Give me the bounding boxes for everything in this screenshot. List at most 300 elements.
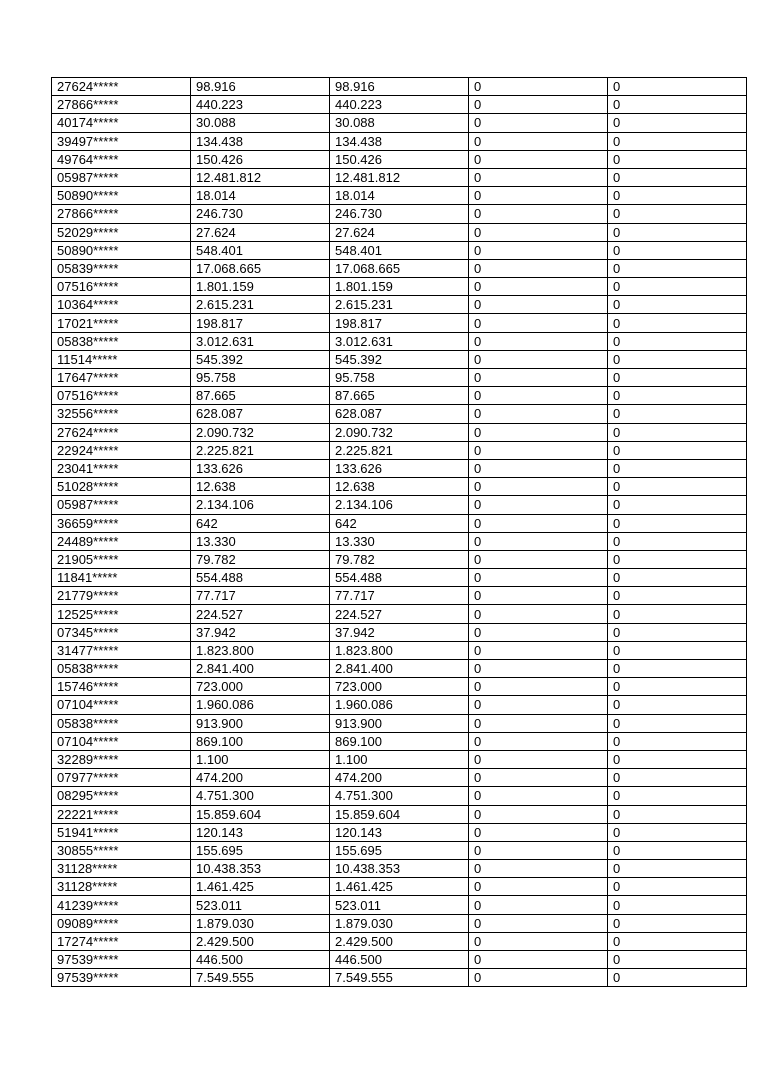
zero-cell-a: 0 — [469, 787, 608, 805]
id-cell: 22924***** — [52, 441, 191, 459]
zero-cell-a: 0 — [469, 532, 608, 550]
table-row — [52, 423, 747, 441]
id-cell: 09089***** — [52, 914, 191, 932]
zero-cell-a: 0 — [469, 259, 608, 277]
table-row — [52, 459, 747, 477]
table-row — [52, 150, 747, 168]
amount-cell: 12.481.812 — [191, 168, 330, 186]
zero-cell-a: 0 — [469, 569, 608, 587]
amount-cell: 1.801.159 — [191, 278, 330, 296]
amount-repeat-cell: 2.134.106 — [330, 496, 469, 514]
id-cell: 97539***** — [52, 951, 191, 969]
zero-cell-a: 0 — [469, 205, 608, 223]
amount-repeat-cell: 1.879.030 — [330, 914, 469, 932]
zero-cell-b: 0 — [608, 660, 747, 678]
amount-repeat-cell: 1.801.159 — [330, 278, 469, 296]
table-row — [52, 114, 747, 132]
amount-cell: 869.100 — [191, 732, 330, 750]
amount-cell: 134.438 — [191, 132, 330, 150]
zero-cell-b: 0 — [608, 478, 747, 496]
id-cell: 05839***** — [52, 259, 191, 277]
table-row — [52, 605, 747, 623]
zero-cell-a: 0 — [469, 78, 608, 96]
amount-repeat-cell: 628.087 — [330, 405, 469, 423]
zero-cell-b: 0 — [608, 187, 747, 205]
id-cell: 05838***** — [52, 660, 191, 678]
amount-repeat-cell: 1.461.425 — [330, 878, 469, 896]
zero-cell-a: 0 — [469, 823, 608, 841]
table-row — [52, 223, 747, 241]
amount-cell: 87.665 — [191, 387, 330, 405]
table-row — [52, 587, 747, 605]
zero-cell-a: 0 — [469, 405, 608, 423]
amount-repeat-cell: 120.143 — [330, 823, 469, 841]
amount-repeat-cell: 474.200 — [330, 769, 469, 787]
amount-cell: 18.014 — [191, 187, 330, 205]
zero-cell-a: 0 — [469, 678, 608, 696]
id-cell: 39497***** — [52, 132, 191, 150]
table-row — [52, 823, 747, 841]
id-cell: 40174***** — [52, 114, 191, 132]
zero-cell-a: 0 — [469, 660, 608, 678]
id-cell: 51028***** — [52, 478, 191, 496]
zero-cell-a: 0 — [469, 769, 608, 787]
table-row — [52, 787, 747, 805]
amount-cell: 246.730 — [191, 205, 330, 223]
zero-cell-b: 0 — [608, 623, 747, 641]
zero-cell-a: 0 — [469, 860, 608, 878]
amount-cell: 95.758 — [191, 369, 330, 387]
zero-cell-a: 0 — [469, 369, 608, 387]
zero-cell-b: 0 — [608, 314, 747, 332]
id-cell: 10364***** — [52, 296, 191, 314]
amount-repeat-cell: 246.730 — [330, 205, 469, 223]
id-cell: 23041***** — [52, 459, 191, 477]
amount-repeat-cell: 17.068.665 — [330, 259, 469, 277]
zero-cell-a: 0 — [469, 587, 608, 605]
amount-repeat-cell: 7.549.555 — [330, 969, 469, 987]
amount-repeat-cell: 548.401 — [330, 241, 469, 259]
amount-cell: 79.782 — [191, 550, 330, 568]
zero-cell-a: 0 — [469, 241, 608, 259]
zero-cell-b: 0 — [608, 841, 747, 859]
id-cell: 07104***** — [52, 732, 191, 750]
table-row — [52, 514, 747, 532]
zero-cell-a: 0 — [469, 187, 608, 205]
id-cell: 21905***** — [52, 550, 191, 568]
zero-cell-a: 0 — [469, 441, 608, 459]
amount-repeat-cell: 13.330 — [330, 532, 469, 550]
amount-cell: 150.426 — [191, 150, 330, 168]
table-row — [52, 641, 747, 659]
amount-repeat-cell: 18.014 — [330, 187, 469, 205]
id-cell: 17274***** — [52, 932, 191, 950]
zero-cell-a: 0 — [469, 932, 608, 950]
zero-cell-b: 0 — [608, 678, 747, 696]
zero-cell-a: 0 — [469, 732, 608, 750]
table-row — [52, 878, 747, 896]
table-row — [52, 860, 747, 878]
zero-cell-a: 0 — [469, 132, 608, 150]
zero-cell-b: 0 — [608, 114, 747, 132]
amount-cell: 1.960.086 — [191, 696, 330, 714]
zero-cell-b: 0 — [608, 714, 747, 732]
amount-cell: 1.100 — [191, 750, 330, 768]
zero-cell-a: 0 — [469, 878, 608, 896]
zero-cell-b: 0 — [608, 423, 747, 441]
zero-cell-a: 0 — [469, 805, 608, 823]
id-cell: 49764***** — [52, 150, 191, 168]
amount-repeat-cell: 723.000 — [330, 678, 469, 696]
amount-cell: 13.330 — [191, 532, 330, 550]
table-row — [52, 441, 747, 459]
amount-cell: 642 — [191, 514, 330, 532]
zero-cell-a: 0 — [469, 896, 608, 914]
zero-cell-b: 0 — [608, 860, 747, 878]
id-cell: 05838***** — [52, 714, 191, 732]
amount-repeat-cell: 2.090.732 — [330, 423, 469, 441]
table-row — [52, 714, 747, 732]
table-row — [52, 369, 747, 387]
amount-repeat-cell: 2.225.821 — [330, 441, 469, 459]
id-cell: 22221***** — [52, 805, 191, 823]
zero-cell-b: 0 — [608, 951, 747, 969]
zero-cell-b: 0 — [608, 405, 747, 423]
amount-cell: 27.624 — [191, 223, 330, 241]
table-row — [52, 951, 747, 969]
table-row — [52, 241, 747, 259]
amount-cell: 155.695 — [191, 841, 330, 859]
id-cell: 27624***** — [52, 78, 191, 96]
table-row — [52, 332, 747, 350]
zero-cell-a: 0 — [469, 641, 608, 659]
table-row — [52, 96, 747, 114]
zero-cell-a: 0 — [469, 696, 608, 714]
amount-cell: 133.626 — [191, 459, 330, 477]
zero-cell-a: 0 — [469, 96, 608, 114]
amount-repeat-cell: 27.624 — [330, 223, 469, 241]
zero-cell-b: 0 — [608, 350, 747, 368]
zero-cell-a: 0 — [469, 223, 608, 241]
table-row — [52, 532, 747, 550]
table-row — [52, 187, 747, 205]
data-table — [51, 77, 747, 987]
id-cell: 27866***** — [52, 205, 191, 223]
amount-cell: 98.916 — [191, 78, 330, 96]
amount-repeat-cell: 4.751.300 — [330, 787, 469, 805]
table-row — [52, 78, 747, 96]
amount-cell: 628.087 — [191, 405, 330, 423]
amount-cell: 12.638 — [191, 478, 330, 496]
table-row — [52, 405, 747, 423]
amount-cell: 15.859.604 — [191, 805, 330, 823]
amount-cell: 723.000 — [191, 678, 330, 696]
zero-cell-a: 0 — [469, 478, 608, 496]
table-row — [52, 623, 747, 641]
amount-cell: 474.200 — [191, 769, 330, 787]
zero-cell-b: 0 — [608, 532, 747, 550]
zero-cell-b: 0 — [608, 496, 747, 514]
zero-cell-b: 0 — [608, 587, 747, 605]
id-cell: 11841***** — [52, 569, 191, 587]
amount-cell: 554.488 — [191, 569, 330, 587]
id-cell: 17647***** — [52, 369, 191, 387]
zero-cell-b: 0 — [608, 569, 747, 587]
amount-cell: 77.717 — [191, 587, 330, 605]
amount-repeat-cell: 642 — [330, 514, 469, 532]
amount-repeat-cell: 77.717 — [330, 587, 469, 605]
amount-cell: 2.225.821 — [191, 441, 330, 459]
amount-repeat-cell: 30.088 — [330, 114, 469, 132]
amount-repeat-cell: 10.438.353 — [330, 860, 469, 878]
id-cell: 24489***** — [52, 532, 191, 550]
id-cell: 11514***** — [52, 350, 191, 368]
zero-cell-a: 0 — [469, 423, 608, 441]
table-row — [52, 914, 747, 932]
zero-cell-b: 0 — [608, 387, 747, 405]
amount-cell: 3.012.631 — [191, 332, 330, 350]
amount-repeat-cell: 37.942 — [330, 623, 469, 641]
zero-cell-b: 0 — [608, 605, 747, 623]
amount-cell: 1.461.425 — [191, 878, 330, 896]
amount-cell: 446.500 — [191, 951, 330, 969]
zero-cell-a: 0 — [469, 714, 608, 732]
table-row — [52, 569, 747, 587]
amount-repeat-cell: 446.500 — [330, 951, 469, 969]
zero-cell-b: 0 — [608, 78, 747, 96]
table-row — [52, 496, 747, 514]
zero-cell-b: 0 — [608, 878, 747, 896]
table-row — [52, 969, 747, 987]
table-row — [52, 314, 747, 332]
amount-repeat-cell: 869.100 — [330, 732, 469, 750]
id-cell: 51941***** — [52, 823, 191, 841]
amount-repeat-cell: 150.426 — [330, 150, 469, 168]
zero-cell-a: 0 — [469, 150, 608, 168]
zero-cell-b: 0 — [608, 696, 747, 714]
id-cell: 07104***** — [52, 696, 191, 714]
amount-repeat-cell: 554.488 — [330, 569, 469, 587]
amount-cell: 523.011 — [191, 896, 330, 914]
table-row — [52, 769, 747, 787]
id-cell: 08295***** — [52, 787, 191, 805]
id-cell: 17021***** — [52, 314, 191, 332]
amount-cell: 2.134.106 — [191, 496, 330, 514]
table-row — [52, 550, 747, 568]
amount-repeat-cell: 3.012.631 — [330, 332, 469, 350]
id-cell: 27866***** — [52, 96, 191, 114]
table-row — [52, 168, 747, 186]
id-cell: 31128***** — [52, 860, 191, 878]
amount-cell: 198.817 — [191, 314, 330, 332]
id-cell: 31477***** — [52, 641, 191, 659]
zero-cell-b: 0 — [608, 259, 747, 277]
amount-repeat-cell: 523.011 — [330, 896, 469, 914]
table-row — [52, 932, 747, 950]
amount-repeat-cell: 98.916 — [330, 78, 469, 96]
table-row — [52, 205, 747, 223]
id-cell: 41239***** — [52, 896, 191, 914]
zero-cell-b: 0 — [608, 459, 747, 477]
table-row — [52, 478, 747, 496]
zero-cell-b: 0 — [608, 223, 747, 241]
amount-cell: 545.392 — [191, 350, 330, 368]
zero-cell-b: 0 — [608, 205, 747, 223]
table-row — [52, 350, 747, 368]
zero-cell-a: 0 — [469, 168, 608, 186]
table-row — [52, 387, 747, 405]
amount-cell: 37.942 — [191, 623, 330, 641]
amount-repeat-cell: 913.900 — [330, 714, 469, 732]
zero-cell-a: 0 — [469, 496, 608, 514]
amount-repeat-cell: 12.481.812 — [330, 168, 469, 186]
amount-repeat-cell: 2.841.400 — [330, 660, 469, 678]
zero-cell-b: 0 — [608, 278, 747, 296]
zero-cell-b: 0 — [608, 969, 747, 987]
table-row — [52, 678, 747, 696]
id-cell: 21779***** — [52, 587, 191, 605]
zero-cell-a: 0 — [469, 114, 608, 132]
zero-cell-a: 0 — [469, 387, 608, 405]
table-row — [52, 696, 747, 714]
table-row — [52, 750, 747, 768]
zero-cell-b: 0 — [608, 441, 747, 459]
amount-cell: 17.068.665 — [191, 259, 330, 277]
zero-cell-b: 0 — [608, 769, 747, 787]
amount-cell: 548.401 — [191, 241, 330, 259]
zero-cell-b: 0 — [608, 296, 747, 314]
amount-cell: 913.900 — [191, 714, 330, 732]
amount-repeat-cell: 133.626 — [330, 459, 469, 477]
zero-cell-a: 0 — [469, 278, 608, 296]
zero-cell-b: 0 — [608, 168, 747, 186]
zero-cell-b: 0 — [608, 241, 747, 259]
zero-cell-b: 0 — [608, 932, 747, 950]
id-cell: 32289***** — [52, 750, 191, 768]
amount-repeat-cell: 545.392 — [330, 350, 469, 368]
table-body — [52, 78, 747, 987]
zero-cell-b: 0 — [608, 787, 747, 805]
id-cell: 07516***** — [52, 387, 191, 405]
amount-repeat-cell: 1.960.086 — [330, 696, 469, 714]
zero-cell-a: 0 — [469, 514, 608, 532]
amount-cell: 2.841.400 — [191, 660, 330, 678]
zero-cell-a: 0 — [469, 914, 608, 932]
zero-cell-b: 0 — [608, 750, 747, 768]
id-cell: 07345***** — [52, 623, 191, 641]
amount-cell: 30.088 — [191, 114, 330, 132]
amount-repeat-cell: 95.758 — [330, 369, 469, 387]
zero-cell-b: 0 — [608, 514, 747, 532]
zero-cell-b: 0 — [608, 332, 747, 350]
amount-repeat-cell: 134.438 — [330, 132, 469, 150]
zero-cell-b: 0 — [608, 369, 747, 387]
zero-cell-b: 0 — [608, 96, 747, 114]
zero-cell-a: 0 — [469, 969, 608, 987]
amount-cell: 440.223 — [191, 96, 330, 114]
amount-repeat-cell: 2.615.231 — [330, 296, 469, 314]
amount-repeat-cell: 15.859.604 — [330, 805, 469, 823]
amount-cell: 224.527 — [191, 605, 330, 623]
zero-cell-b: 0 — [608, 896, 747, 914]
id-cell: 50890***** — [52, 187, 191, 205]
id-cell: 12525***** — [52, 605, 191, 623]
id-cell: 07516***** — [52, 278, 191, 296]
zero-cell-b: 0 — [608, 150, 747, 168]
amount-repeat-cell: 155.695 — [330, 841, 469, 859]
zero-cell-b: 0 — [608, 641, 747, 659]
amount-repeat-cell: 224.527 — [330, 605, 469, 623]
id-cell: 05838***** — [52, 332, 191, 350]
zero-cell-b: 0 — [608, 132, 747, 150]
zero-cell-a: 0 — [469, 332, 608, 350]
amount-cell: 1.823.800 — [191, 641, 330, 659]
zero-cell-b: 0 — [608, 914, 747, 932]
amount-repeat-cell: 2.429.500 — [330, 932, 469, 950]
table-row — [52, 732, 747, 750]
table-row — [52, 841, 747, 859]
zero-cell-a: 0 — [469, 951, 608, 969]
amount-cell: 10.438.353 — [191, 860, 330, 878]
id-cell: 30855***** — [52, 841, 191, 859]
amount-repeat-cell: 440.223 — [330, 96, 469, 114]
id-cell: 52029***** — [52, 223, 191, 241]
amount-cell: 2.090.732 — [191, 423, 330, 441]
id-cell: 15746***** — [52, 678, 191, 696]
zero-cell-a: 0 — [469, 296, 608, 314]
amount-cell: 2.615.231 — [191, 296, 330, 314]
amount-cell: 2.429.500 — [191, 932, 330, 950]
table-row — [52, 259, 747, 277]
table-row — [52, 805, 747, 823]
id-cell: 50890***** — [52, 241, 191, 259]
id-cell: 32556***** — [52, 405, 191, 423]
zero-cell-a: 0 — [469, 750, 608, 768]
table-row — [52, 132, 747, 150]
zero-cell-a: 0 — [469, 314, 608, 332]
id-cell: 36659***** — [52, 514, 191, 532]
zero-cell-a: 0 — [469, 550, 608, 568]
id-cell: 07977***** — [52, 769, 191, 787]
amount-repeat-cell: 1.100 — [330, 750, 469, 768]
zero-cell-b: 0 — [608, 823, 747, 841]
id-cell: 05987***** — [52, 168, 191, 186]
amount-repeat-cell: 1.823.800 — [330, 641, 469, 659]
table-row — [52, 660, 747, 678]
amount-repeat-cell: 79.782 — [330, 550, 469, 568]
id-cell: 05987***** — [52, 496, 191, 514]
amount-cell: 1.879.030 — [191, 914, 330, 932]
zero-cell-b: 0 — [608, 805, 747, 823]
amount-repeat-cell: 198.817 — [330, 314, 469, 332]
zero-cell-b: 0 — [608, 732, 747, 750]
amount-cell: 7.549.555 — [191, 969, 330, 987]
amount-repeat-cell: 87.665 — [330, 387, 469, 405]
id-cell: 97539***** — [52, 969, 191, 987]
zero-cell-b: 0 — [608, 550, 747, 568]
zero-cell-a: 0 — [469, 459, 608, 477]
zero-cell-a: 0 — [469, 350, 608, 368]
id-cell: 27624***** — [52, 423, 191, 441]
amount-cell: 120.143 — [191, 823, 330, 841]
zero-cell-a: 0 — [469, 623, 608, 641]
table-row — [52, 296, 747, 314]
table-row — [52, 896, 747, 914]
zero-cell-a: 0 — [469, 841, 608, 859]
zero-cell-a: 0 — [469, 605, 608, 623]
amount-repeat-cell: 12.638 — [330, 478, 469, 496]
table-row — [52, 278, 747, 296]
